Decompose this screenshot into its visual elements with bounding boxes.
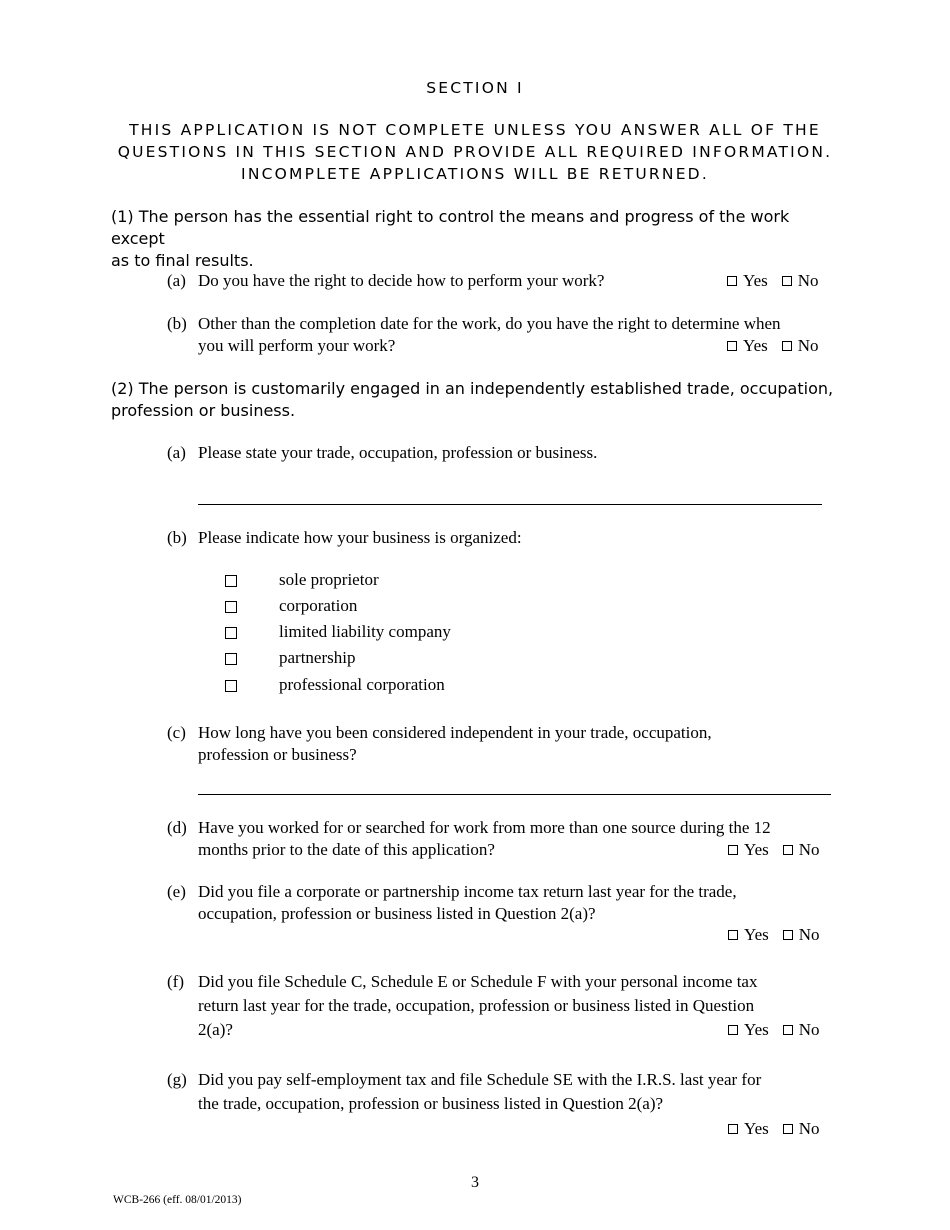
question-text: Please state your trade, occupation, profession or business. [198, 443, 598, 462]
warning-line: INCOMPLETE APPLICATIONS WILL BE RETURNED. [241, 165, 709, 183]
question-text: Did you pay self-employment tax and file Schedule SE with the I.R.S. last year for [198, 1070, 762, 1089]
question-label: (g) [167, 1070, 187, 1089]
form-id: WCB-266 (eff. 08/01/2013) [113, 1194, 242, 1206]
question-text: 2(a)? [198, 1020, 233, 1039]
yes-no-group: Yes No [727, 335, 819, 357]
yes-checkbox[interactable] [728, 1025, 738, 1035]
question-label: (e) [167, 882, 186, 901]
criterion-2-text: (2) The person is customarily engaged in an independently established trade, occupation, profession or business. [111, 379, 834, 420]
question-label: (a) [167, 443, 186, 462]
no-checkbox[interactable] [782, 341, 792, 351]
question-label: (d) [167, 818, 187, 837]
question-text: profession or business? [198, 745, 357, 764]
question-text: the trade, occupation, profession or business listed in Question 2(a)? [198, 1094, 664, 1113]
criterion-1-text: (1) The person has the essential right to control the means and progress of the work except as to final results. [111, 207, 790, 270]
no-checkbox[interactable] [782, 276, 792, 286]
no-checkbox[interactable] [783, 1124, 793, 1134]
warning-line: THIS APPLICATION IS NOT COMPLETE UNLESS YOU ANSWER ALL OF THE [129, 121, 821, 139]
yes-checkbox[interactable] [728, 1124, 738, 1134]
yes-checkbox[interactable] [728, 930, 738, 940]
no-checkbox[interactable] [783, 845, 793, 855]
question-label: (c) [167, 723, 186, 742]
warning-line: QUESTIONS IN THIS SECTION AND PROVIDE ALL REQUIRED INFORMATION. [117, 143, 833, 161]
sole-proprietor-checkbox[interactable] [225, 575, 237, 587]
page-number: 3 [471, 1174, 479, 1191]
yes-no-group: Yes No [728, 1019, 820, 1041]
yes-no-group: Yes No [728, 839, 820, 861]
no-checkbox[interactable] [783, 1025, 793, 1035]
question-text: Have you worked for or searched for work from more than one source during the 12 [198, 818, 771, 837]
question-label: (b) [167, 528, 187, 547]
yes-checkbox[interactable] [728, 845, 738, 855]
question-text: you will perform your work? [198, 336, 396, 355]
question-text: How long have you been considered independent in your trade, occupation, [198, 723, 712, 742]
section-title: SECTION I [426, 79, 524, 97]
yes-no-group: Yes No [728, 1118, 820, 1140]
question-text: Please indicate how your business is organized: [198, 528, 522, 547]
question-label: (a) [167, 271, 186, 290]
partnership-checkbox[interactable] [225, 653, 237, 665]
llc-checkbox[interactable] [225, 627, 237, 639]
yes-checkbox[interactable] [727, 341, 737, 351]
yes-no-group: Yes No [728, 924, 820, 946]
question-text: occupation, profession or business listed in Question 2(a)? [198, 904, 596, 923]
trade-answer-line[interactable] [198, 504, 822, 505]
professional-corporation-checkbox[interactable] [225, 680, 237, 692]
question-text: Did you file Schedule C, Schedule E or Schedule F with your personal income tax [198, 972, 758, 991]
question-text: return last year for the trade, occupation, profession or business listed in Question [198, 996, 755, 1015]
yes-no-group: Yes No [727, 270, 819, 292]
yes-checkbox[interactable] [727, 276, 737, 286]
question-text: Other than the completion date for the work, do you have the right to determine when [198, 314, 781, 333]
no-checkbox[interactable] [783, 930, 793, 940]
question-text: Did you file a corporate or partnership income tax return last year for the trade, [198, 882, 737, 901]
question-label: (f) [167, 972, 184, 991]
corporation-checkbox[interactable] [225, 601, 237, 613]
question-text: months prior to the date of this application? [198, 840, 495, 859]
question-label: (b) [167, 314, 187, 333]
question-text: Do you have the right to decide how to perform your work? [198, 271, 605, 290]
duration-answer-line[interactable] [198, 794, 831, 795]
